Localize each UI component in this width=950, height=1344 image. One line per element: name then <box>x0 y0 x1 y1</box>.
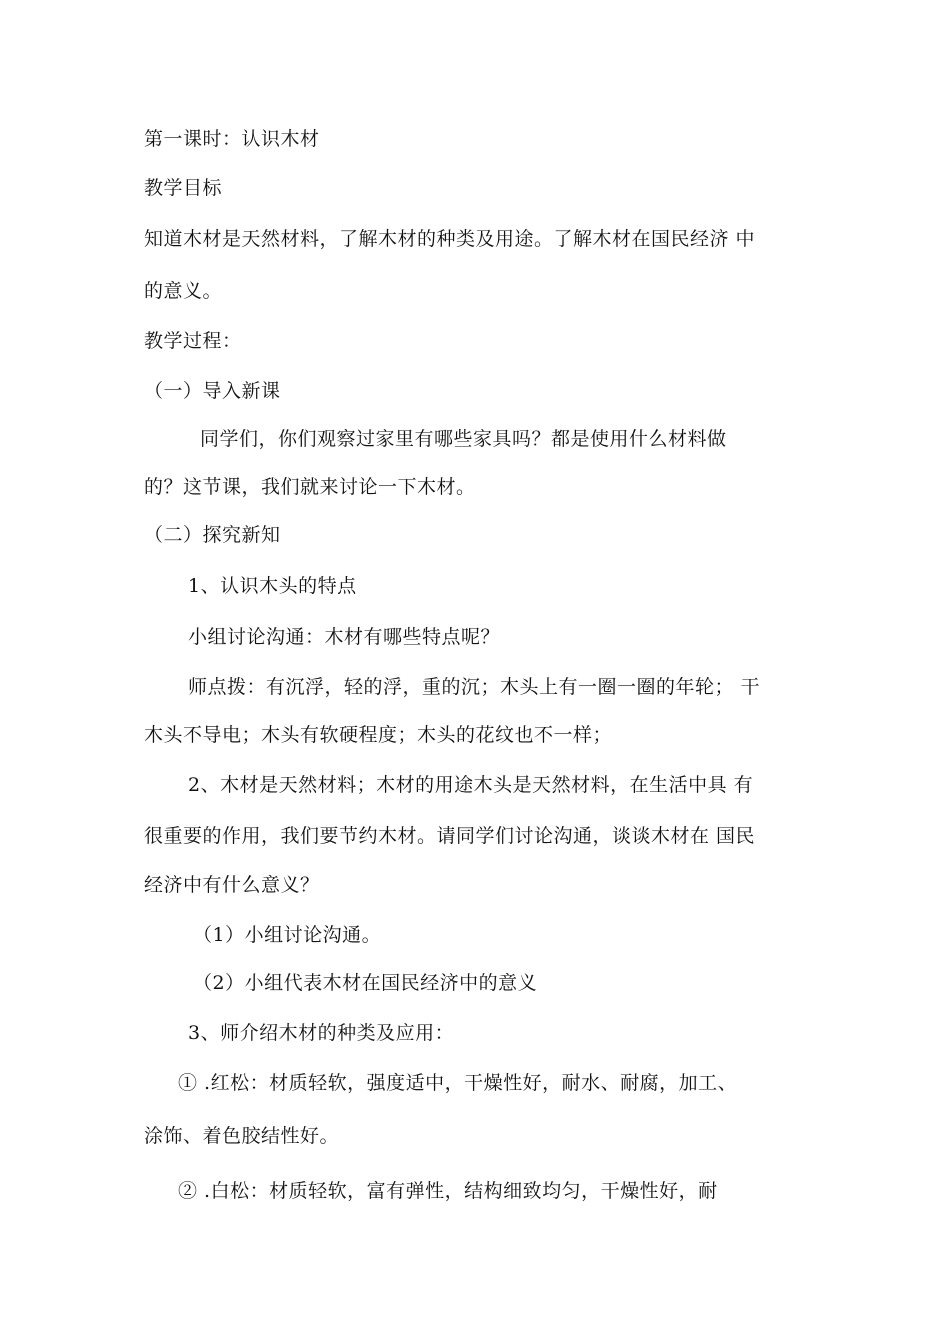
item1-discussion: 小组讨论沟通：木材有哪些特点呢？ <box>188 626 501 648</box>
goal-text-line-1: 知道木材是天然材料，了解木材的种类及用途。了解木材在国民经济 中 <box>144 228 756 250</box>
section1-text-line-1: 同学们，你们观察过家里有哪些家具吗？都是使用什么材料做 <box>200 428 727 450</box>
item1-teacher-line-2: 木头不导电；木头有软硬程度；木头的花纹也不一样； <box>144 724 613 746</box>
lesson-title: 第一课时：认识木材 <box>144 128 320 150</box>
wood2-text-line-1: ② .白松：材质轻软，富有弹性，结构细致均匀，干燥性好，耐 <box>178 1180 718 1202</box>
section1-heading: （一）导入新课 <box>144 380 281 402</box>
item2-sub1: （1）小组讨论沟通。 <box>193 924 382 946</box>
goal-heading: 教学目标 <box>144 177 223 199</box>
item2-sub2: （2）小组代表木材在国民经济中的意义 <box>193 972 538 994</box>
item1-teacher-line-1: 师点拨：有沉浮，轻的浮，重的沉；木头上有一圈一圈的年轮； 干 <box>188 676 761 698</box>
item2-text-line-2: 很重要的作用，我们要节约木材。请同学们讨论沟通，谈谈木材在 国民 <box>144 825 756 847</box>
goal-text-line-2: 的意义。 <box>144 280 223 302</box>
wood1-text-line-1: ① .红松：材质轻软，强度适中，干燥性好，耐水、耐腐，加工、 <box>178 1072 738 1094</box>
section1-text-line-2: 的？这节课，我们就来讨论一下木材。 <box>144 476 476 498</box>
item2-text-line-1: 2、木材是天然材料；木材的用途木头是天然材料，在生活中具 有 <box>188 774 754 796</box>
section2-heading: （二）探究新知 <box>144 524 281 546</box>
item3-heading: 3、师介绍木材的种类及应用： <box>188 1022 455 1044</box>
process-heading: 教学过程： <box>144 330 242 352</box>
wood1-text-line-2: 涂饰、着色胶结性好。 <box>144 1125 340 1147</box>
item2-text-line-3: 经济中有什么意义？ <box>144 874 320 896</box>
item1-heading: 1、认识木头的特点 <box>188 575 357 597</box>
